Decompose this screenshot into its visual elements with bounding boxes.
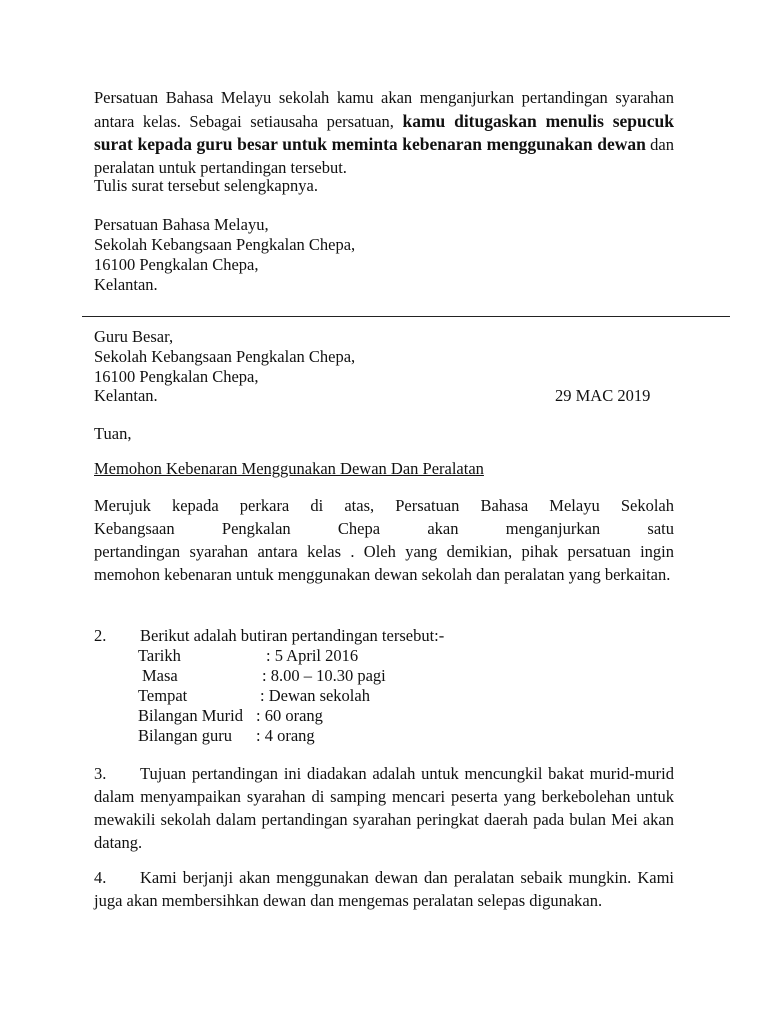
letter-date: 29 MAC 2019 [555, 386, 651, 405]
sender-address-line: Persatuan Bahasa Melayu, [94, 215, 269, 234]
divider-line [82, 316, 730, 317]
task-prompt-emphasis: kamu ditugaskan menulis sepucuk surat kepada guru besar untuk meminta kebenaran menggunakan dewan [94, 110, 674, 154]
paragraph-1: Merujuk kepada perkara di atas, Persatuan Bahasa Melayu Sekolah Kebangsaan Pengkalan Chepa akan menganjurkan satu pertandingan syarahan antara kelas . Oleh yang demikian, pihak persatuan ingin memohon kebenaran untuk menggunakan dewan sekolah dan peralatan yang berkaitan. [94, 496, 674, 584]
recipient-address-line: Sekolah Kebangsaan Pengkalan Chepa, [94, 347, 356, 366]
detail-value: : Dewan sekolah [260, 686, 370, 705]
detail-value: : 8.00 – 10.30 pagi [262, 666, 386, 685]
detail-label: Bilangan guru [138, 726, 232, 745]
detail-label: Masa [142, 666, 178, 685]
paragraph-4: 4. Kami berjanji akan menggunakan dewan dan peralatan sebaik mungkin. Kami juga akan membersihkan dewan dan mengemas peralatan selepas digunakan. [94, 868, 674, 910]
letter-subject: Memohon Kebenaran Menggunakan Dewan Dan Peralatan [94, 459, 484, 478]
salutation: Tuan, [94, 424, 132, 443]
detail-value: : 5 April 2016 [266, 646, 359, 665]
task-instruction: Tulis surat tersebut selengkapnya. [94, 176, 318, 195]
recipient-address-line: Kelantan. [94, 386, 158, 405]
recipient-address-line: Guru Besar, [94, 327, 174, 346]
sender-address-line: Sekolah Kebangsaan Pengkalan Chepa, [94, 235, 356, 254]
detail-value: : 4 orang [256, 726, 315, 745]
detail-label: Tarikh [138, 646, 181, 665]
sender-address-line: Kelantan. [94, 275, 158, 294]
detail-value: : 60 orang [256, 706, 323, 725]
paragraph-number: 3. [94, 764, 107, 783]
detail-label: Tempat [138, 686, 188, 705]
paragraph-3: 3. Tujuan pertandingan ini diadakan adalah untuk mencungkil bakat murid-murid dalam menyampaikan syarahan di samping mencari peserta yang berkebolehan untuk mewakili sekolah dalam pertandingan syarahan peringkat daerah pada bulan Mei akan datang. [94, 764, 674, 852]
paragraph-number: 4. [94, 868, 107, 887]
sender-address-line: 16100 Pengkalan Chepa, [94, 255, 259, 274]
paragraph-2-intro: 2. Berikut adalah butiran pertandingan tersebut:- [94, 626, 445, 645]
paragraph-number: 2. [94, 626, 107, 645]
recipient-address-line: 16100 Pengkalan Chepa, [94, 367, 259, 386]
task-prompt: Persatuan Bahasa Melayu sekolah kamu akan menganjurkan pertandingan syarahan antara kelas. Sebagai setiausaha persatuan, kamu ditugaskan menulis sepucuk surat kepada guru besar untuk meminta kebenaran menggunakan dewan dan peralatan untuk pertandingan tersebut. [94, 88, 674, 177]
detail-label: Bilangan Murid [138, 706, 243, 725]
